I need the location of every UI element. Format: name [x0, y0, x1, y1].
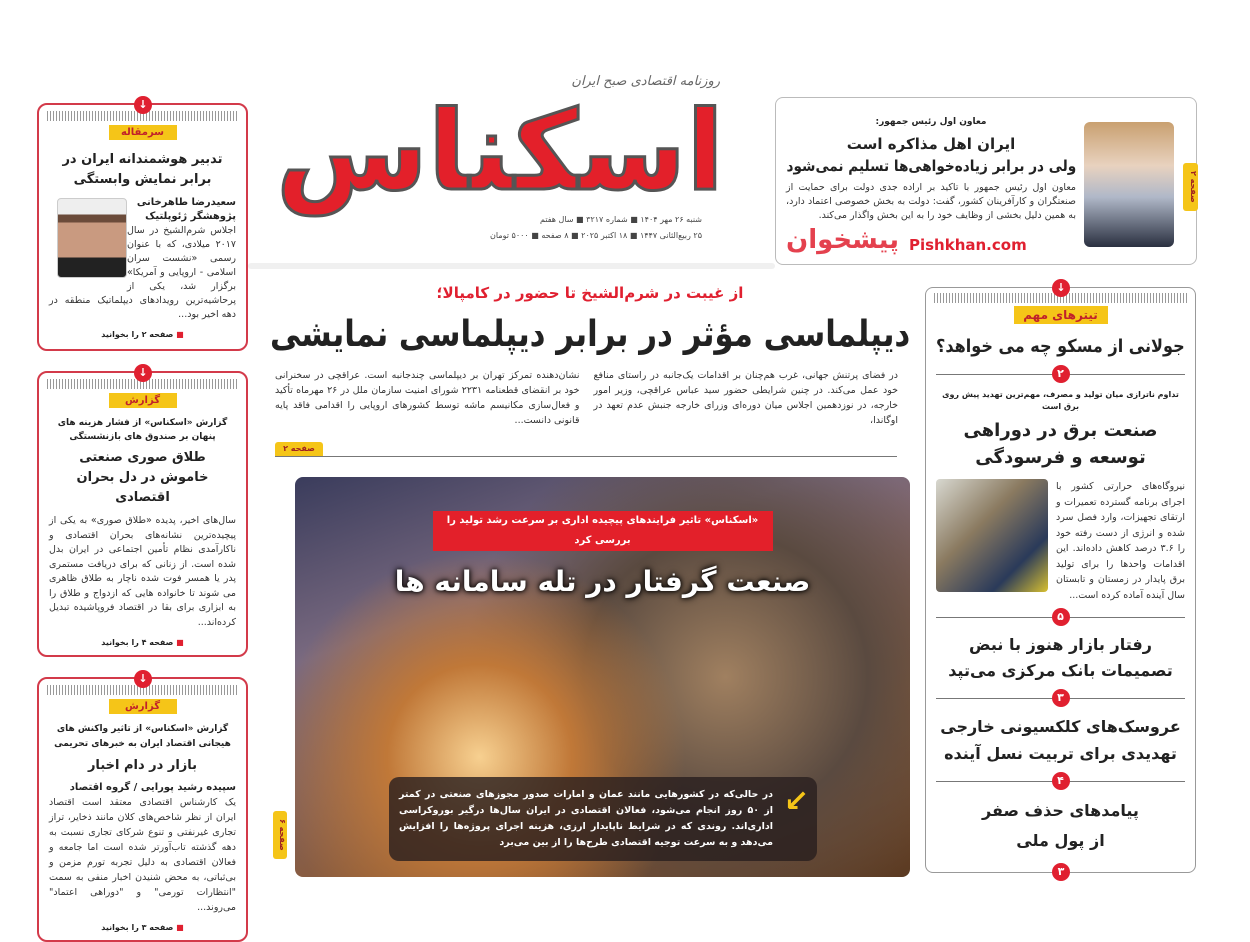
report-body: سال‌های اخیر، پدیده «طلاق صوری» به یکی از پیچیده‌ترین نشانه‌های بحران اقتصادی و ناکارآمدی نظام تأمین اجتماعی در ایران بدل شده است. از زنانی که برای دریافت مستمری پدر یا همسر فوت شده ناچار به طلاق ظاهری می شوند تا خانواده هایی که ازدواج و طلاق را به ابزاری برای بقا در اقتصاد فروپاشیده تبدیل کرده‌اند...	[49, 515, 236, 628]
photo-caption-box	[389, 777, 817, 861]
page-tab[interactable]: صفحه ۲	[275, 442, 323, 456]
top-story-kicker: معاون اول رئیس جمهور:	[875, 117, 987, 127]
headline-item[interactable]: جولانی از مسکو چه می خواهد؟	[936, 336, 1185, 357]
page-number-badge: ۵	[1052, 608, 1070, 626]
arrow-down-icon: ↓	[134, 364, 152, 382]
read-more-link[interactable]: ■ صفحه ۴ را بخوانید	[49, 638, 236, 647]
lead-footer	[275, 436, 897, 457]
section-label: گزارش	[109, 393, 177, 408]
masthead-logo[interactable]: اسکناس	[276, 87, 724, 215]
arrow-down-icon: ↓	[1052, 279, 1070, 297]
watermark-url: Pishkhan.com	[908, 236, 1027, 254]
divider	[936, 367, 1185, 380]
author-name: سپیده رشید پورایی / گروه اقتصاد	[69, 782, 236, 793]
page-number-badge: ۳	[1052, 863, 1070, 881]
author-photo	[57, 198, 127, 278]
date-line: ۲۵ ربیع‌الثانی ۱۴۴۷ ■ ۱۸ اکتبر ۲۰۲۵ ■ ۸ صفحه ■ ۵۰۰۰ تومان	[490, 231, 702, 240]
divider	[936, 691, 1185, 704]
section-label: سرمقاله	[109, 125, 177, 140]
report-box[interactable]	[37, 672, 248, 942]
section-label: گزارش	[109, 699, 177, 714]
read-more-link[interactable]: ■ صفحه ۳ را بخوانید	[49, 923, 236, 932]
top-story-body: معاون اول رئیس جمهور با تاکید بر اراده جدی دولت برای حمایت از صنعتگران و کارآفرینان کشور، گفت: دولت به بخش خصوصی اعتماد دارد، به همین دلیل بخشی از وظایف خود را به این بخش واگذار می‌کند.	[786, 182, 1076, 221]
title-line-wrap	[786, 133, 1076, 155]
center-column	[270, 282, 910, 877]
watermark: پیشخوان	[786, 225, 899, 255]
divider	[936, 610, 1185, 623]
report-body: یک کارشناس اقتصادی معتقد است اقتصاد ایران از نظر شاخص‌های کلان مانند ذخایر، تراز تجاری غیرنفتی و تنوع شرکای تجاری نسبت به دهه گذشته تاب‌آورتر شده است اما جامعه و فعالان اقتصادی به دلیل تجربه تورم مزمن و بی‌ثباتی، به محض شنیدن اخبار منفی به سمت "انتظارات تورمی" و "دوراهی اعتماد" می‌روند...	[49, 797, 236, 913]
arrow-down-icon: ↓	[134, 96, 152, 114]
headline-item[interactable]: صنعت برق در دوراهی توسعه و فرسودگی	[963, 420, 1158, 468]
arrow-down-left-icon: ↙	[783, 784, 809, 819]
date-line: شنبه ۲۶ مهر ۱۴۰۴ ■ شماره ۳۲۱۷ ■ سال هفتم	[540, 215, 702, 224]
title-line: ایران اهل مذاکره است	[846, 135, 1016, 153]
author-role: پژوهشگر ژئوپلتیک	[145, 211, 236, 222]
divider	[936, 774, 1185, 787]
power-workers-photo	[936, 479, 1048, 592]
photo-story-image[interactable]	[278, 477, 910, 877]
report-kicker: گزارش «اسکناس» از تاثیر واکنش های هیجانی اقتصاد ایران به خبرهای تحریمی	[54, 724, 231, 749]
headline-item[interactable]: پیامدهای حذف صفر از پول ملی	[982, 801, 1139, 850]
page-number-badge: ۴	[1052, 772, 1070, 790]
page-number-badge: ۲	[1052, 365, 1070, 383]
page-tab[interactable]: صفحه ۲	[1183, 163, 1198, 211]
headline-item[interactable]: رفتار بازار هنوز با نبض تصمیمات بانک مرکزی می‌تپد	[948, 635, 1173, 680]
left-column	[37, 98, 248, 942]
photo-story-label: «اسکناس» تاثیر فرایندهای پیچیده اداری بر سرعت رشد تولید را بررسی کرد	[433, 511, 773, 551]
report-kicker: گزارش «اسکناس» از فشار هزینه های پنهان بر صندوق های بازنشستگی	[57, 418, 228, 442]
arrow-down-icon: ↓	[134, 670, 152, 688]
report-box[interactable]	[37, 366, 248, 657]
masthead-tagline: روزنامه اقتصادی صبح ایران	[571, 74, 720, 89]
author-name: سعیدرضا طاهرخانی	[136, 197, 236, 208]
headline-kicker: تداوم ناترازی میان تولید و مصرف، مهم‌ترین تهدید پیش روی برق است	[942, 390, 1179, 411]
editorial-box[interactable]	[37, 98, 248, 351]
top-story-photo	[1084, 122, 1174, 247]
headline-body: نیروگاه‌های حرارتی کشور با اجرای برنامه گسترده تعمیرات و ارتقای تجهیزات، وارد فصل سرد شده و انرژی از دست رفته خود را ۳.۶ درصد کاهش داده‌اند. این اقدامات واحدها را برای تولید برق پایدار در زمستان و تابستان سال آینده آماده کرده است...	[1056, 481, 1185, 601]
report-title: طلاق صوری صنعتی خاموش در دل بحران اقتصادی	[76, 450, 209, 505]
editorial-body: اجلاس شرم‌الشیخ در سال ۲۰۱۷ میلادی، که با عنوان رسمی «نشست سران اسلامی - اروپایی و آمریکا» برگزار شد، یکی از پرحاشیه‌ترین رویدادهای دیپلماتیک منطقه در دهه اخیر بود...	[49, 225, 236, 320]
photo-caption: در حالی‌که در کشورهایی مانند عمان و امارات صدور مجوزهای صنعتی در کمتر از ۵۰ روز انجام می‌شود، فعالان اقتصادی در ایران سال‌ها درگیر بوروکراسی اداری‌اند. روندی که در شرایط ناپایدار ارزی، هزینه اجرای پروژه‌ها را افزایش می‌دهد و به سرعت توجیه اقتصادی طرح‌ها را از بین می‌برد	[399, 789, 773, 848]
lead-columns	[270, 368, 910, 428]
lead-col-right: در فضای پرتنش جهانی، غرب هم‌چنان بر اقدامات یک‌جانبه در راستای منافع خود عمل می‌کند. در چنین شرایطی حضور سید عباس عراقچی، وزیر امور خارجه، در نوزدهمین اجلاس میان دوره‌ای وزرای خارجه جنبش عدم تعهد در اوگاندا،	[593, 370, 898, 426]
photo-headline-wrap	[295, 563, 910, 601]
lead-kicker: از غیبت در شرم‌الشیخ تا حضور در کامپالا؛	[436, 284, 744, 302]
section-label: تیترهای مهم	[1014, 306, 1108, 324]
lead-headline[interactable]: دیپلماسی مؤثر در برابر دیپلماسی نمایشی	[269, 314, 911, 355]
title-line: ولی در برابر زیاده‌خواهی‌ها تسلیم نمی‌شود	[786, 157, 1076, 175]
editorial-title: تدبیر هوشمندانه ایران در برابر نمایش وابستگی	[62, 152, 223, 187]
photo-story-headline: صنعت گرفتار در تله سامانه ها	[394, 565, 811, 598]
lead-col-left: نشان‌دهنده تمرکز تهران بر دیپلماسی چندجانبه است. عراقچی در سخنرانی خود بر انقضای قطعنامه ۲۲۳۱ شورای امنیت سازمان ملل در ۲۶ مهرماه تأکید و فعال‌سازی مکانیسم ماشه توسط کشورهای اروپایی را اقدامی فاقد پایه قانونی دانست...	[275, 370, 580, 426]
report-title: بازار در دام اخبار	[87, 758, 198, 773]
headline-wrap	[936, 334, 1185, 360]
title-line-wrap	[786, 155, 1076, 177]
page-number-badge: ۳	[1052, 689, 1070, 707]
headline-item[interactable]: عروسک‌های کلکسیونی خارجی تهدیدی برای تربیت نسل آینده	[940, 717, 1181, 763]
watermark-row	[786, 225, 1076, 255]
top-story-box[interactable]	[775, 97, 1197, 265]
page-tab[interactable]: صفحه ۶	[273, 811, 287, 859]
headline-row	[936, 479, 1185, 603]
headlines-box	[925, 281, 1196, 878]
masthead-rule	[248, 263, 775, 269]
lead-headline-wrap	[270, 312, 910, 358]
read-more-link[interactable]: ■ صفحه ۲ را بخوانید	[49, 330, 236, 339]
